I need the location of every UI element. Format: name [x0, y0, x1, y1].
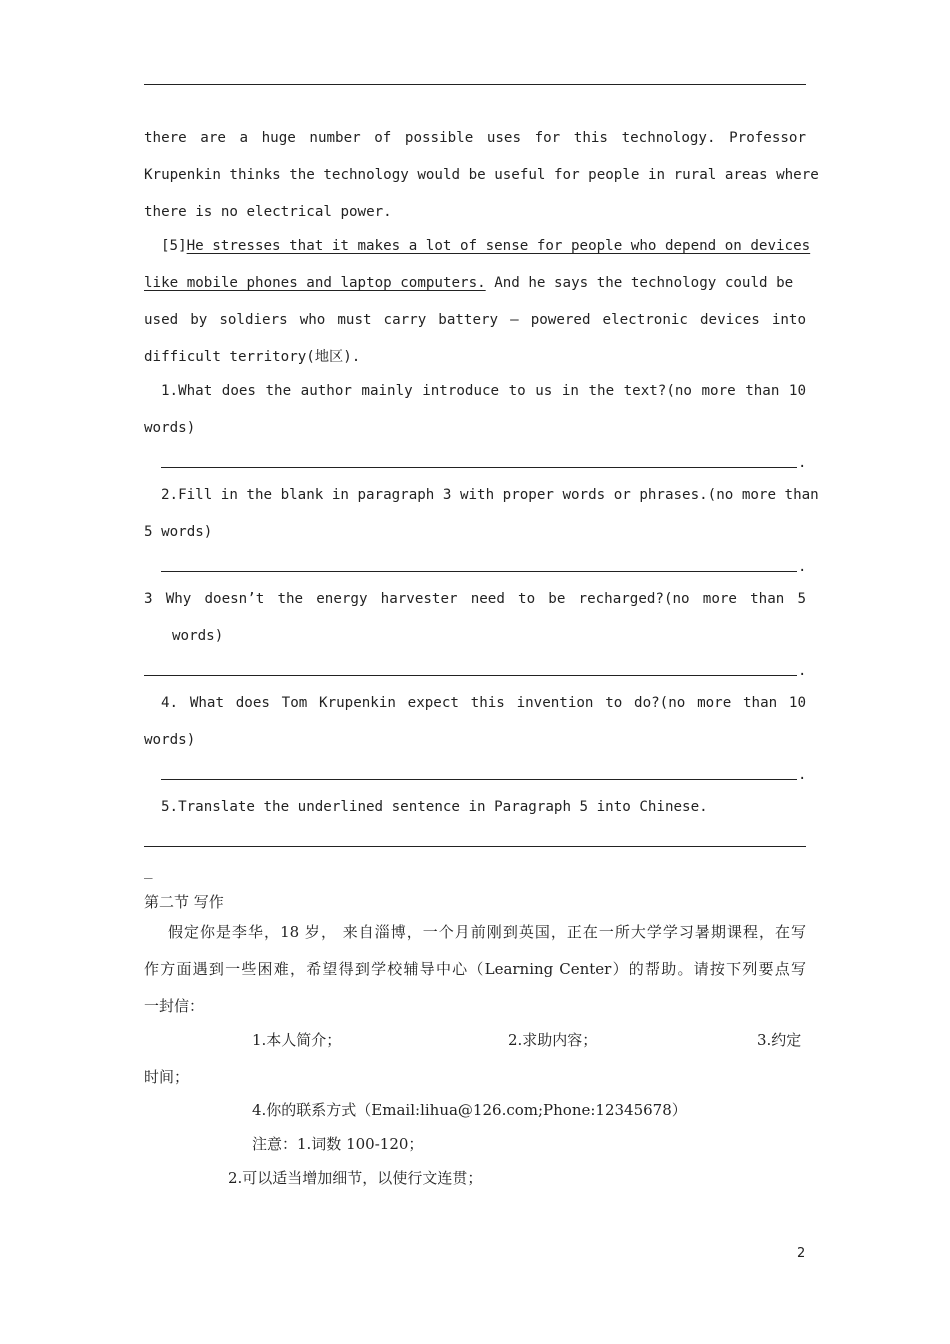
writing-point-3-tail: 时间； [144, 1068, 190, 1086]
question-4-line-1: 4. What does Tom Krupenkin expect this invention to do?(no more than 10 [161, 695, 806, 711]
question-3-line-1: 3 Why doesn’t the energy harvester need to be recharged?(no more than 5 [144, 591, 806, 607]
writing-note-1: 注意：1.词数 100-120； [252, 1135, 424, 1153]
writing-note-2: 2.可以适当增加细节，以使行文连贯； [228, 1169, 483, 1187]
passage-p5-line-3: used by soldiers who must carry battery – powered electronic devices into [144, 312, 806, 328]
passage-p4-line-2: Krupenkin thinks the technology would be useful for people in rural areas where [144, 167, 819, 183]
writing-prompt-line-3: 一封信： [144, 997, 205, 1015]
passage-p5-line-1 [161, 236, 810, 256]
page-number: 2 [797, 1246, 806, 1261]
answer-blank-5[interactable] [144, 846, 806, 847]
writing-point-2: 2.求助内容； [508, 1031, 598, 1049]
answer-blank-2-end: . [798, 559, 807, 575]
section-title: 第二节 写作 [144, 893, 224, 911]
answer-blank-2[interactable] [161, 571, 797, 572]
passage-p4-line-3: there is no electrical power. [144, 204, 392, 220]
question-2-line-2: 5 words) [144, 524, 213, 540]
answer-blank-1[interactable] [161, 467, 797, 468]
answer-blank-1-end: . [798, 455, 807, 471]
passage-p5-line-2-rest: And he says the technology could be [485, 275, 794, 291]
writing-prompt-line-2: 作方面遇到一些困难，希望得到学校辅导中心（Learning Center）的帮助。请按下列要点写 [144, 960, 806, 978]
underlined-sentence-part-1: He stresses that it makes a lot of sense for people who depend on devices [186, 238, 811, 254]
header-rule [144, 84, 806, 85]
writing-point-4: 4.你的联系方式（Email:lihua@126.com;Phone:12345678） [252, 1101, 687, 1119]
answer-blank-5-tail: _ [144, 863, 153, 879]
question-5-line-1: 5.Translate the underlined sentence in Paragraph 5 into Chinese. [161, 799, 708, 815]
answer-blank-3[interactable] [144, 675, 797, 676]
passage-p5-line-2 [144, 273, 793, 293]
answer-blank-4[interactable] [161, 779, 797, 780]
question-4-line-2: words) [144, 732, 196, 748]
answer-blank-3-end: . [798, 663, 807, 679]
passage-p4-line-1: there are a huge number of possible uses for this technology. Professor [144, 130, 806, 146]
answer-blank-4-end: . [798, 767, 807, 783]
question-1-line-2: words) [144, 420, 196, 436]
writing-prompt-line-1: 假定你是李华，18 岁， 来自淄博，一个月前刚到英国，正在一所大学学习暑期课程，在写 [168, 923, 806, 941]
passage-p5-line-4: difficult territory(地区). [144, 349, 361, 365]
paragraph-marker: [5] [161, 238, 187, 254]
question-3-line-2: words) [172, 628, 224, 644]
writing-point-1: 1.本人简介； [252, 1031, 342, 1049]
underlined-sentence-part-2: like mobile phones and laptop computers. [144, 275, 486, 291]
question-2-line-1: 2.Fill in the blank in paragraph 3 with proper words or phrases.(no more than [161, 487, 819, 503]
question-1-line-1: 1.What does the author mainly introduce to us in the text?(no more than 10 [161, 383, 806, 399]
writing-point-3: 3.约定 [757, 1031, 802, 1049]
